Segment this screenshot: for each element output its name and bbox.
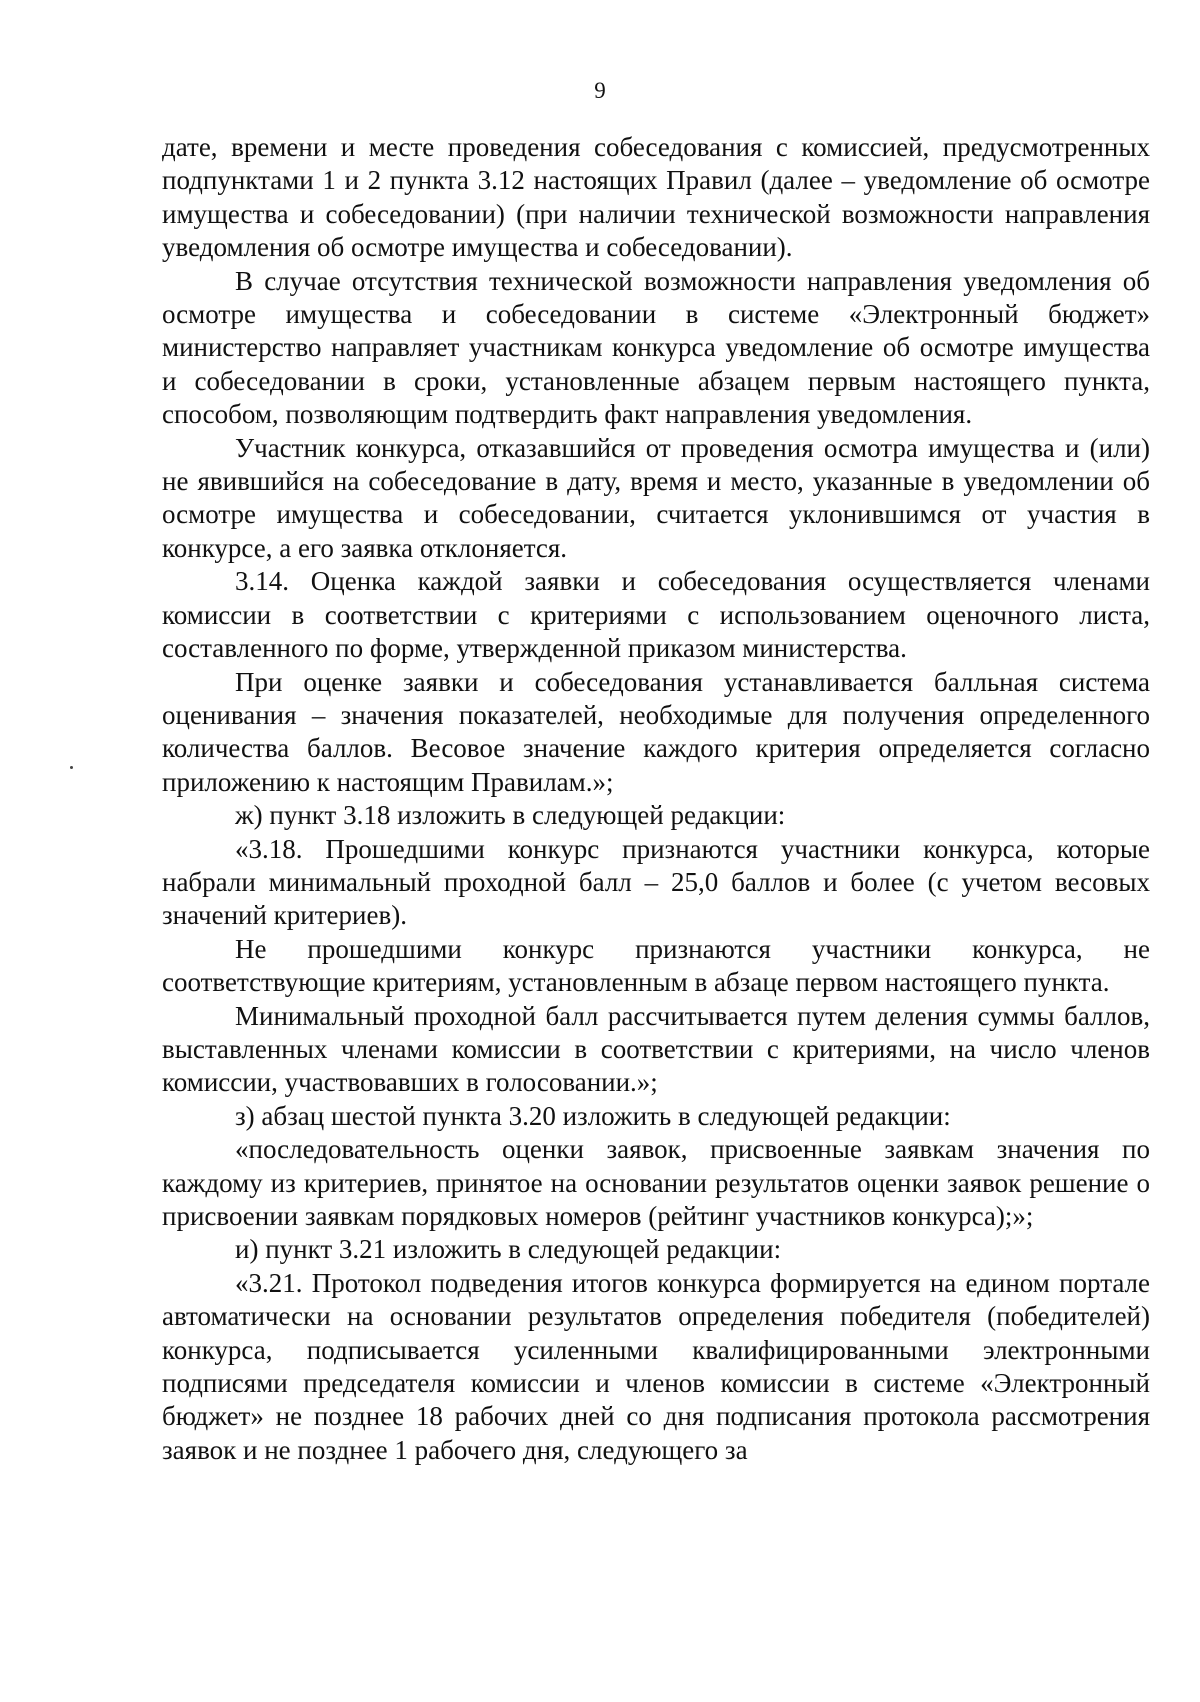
scan-artifact-dot (70, 766, 73, 769)
paragraph-min-score-calc: Минимальный проходной балл рассчитывается путем деления суммы баллов, выставленных членами комиссии в соответствии с критериями, на число членов комиссии, участвовавших в голосовании.»; (162, 1000, 1150, 1098)
paragraph-item-i: и) пункт 3.21 изложить в следующей редакции: (235, 1234, 782, 1265)
paragraph-item-z: з) абзац шестой пункта 3.20 изложить в следующей редакции: (235, 1100, 951, 1131)
paragraph-not-passed: Не прошедшими конкурс признаются участники конкурса, не соответствующие критериям, установленным в абзаце первом настоящего пункта. (162, 933, 1150, 998)
paragraph-sequence-text: «последовательность оценки заявок, присвоенные заявкам значения по каждому из критериев, принятое на основании результатов оценки заявок решение о присвоении заявкам порядковых номеров (рейтинг участников конкурса);»; (162, 1134, 1150, 1231)
page-number: 9 (594, 78, 606, 103)
paragraph-participant-refusal: Участник конкурса, отказавшийся от проведения осмотра имущества и (или) не явившийся на собеседование в дату, время и место, указанные в уведомлении об осмотре имущества и собеседовании, считается уклонившимся от участия в конкурсе, а его заявка отклоняется. (162, 432, 1150, 563)
paragraph-no-technical-possibility: В случае отсутствия технической возможности направления уведомления об осмотре имущества и собеседовании в системе «Электронный бюджет» министерство направляет участникам конкурса уведомление об осмотре имущества и собеседовании в сроки, установленные абзацем первым настоящего пункта, способом, позволяющим подтвердить факт направления уведомления. (162, 265, 1150, 430)
paragraph-continuation: дате, времени и месте проведения собеседования с комиссией, предусмотренных подпунктами 1 и 2 пункта 3.12 настоящих Правил (далее – уведомление об осмотре имущества и собеседовании) (при наличии технической возможности направления уведомления об осмотре имущества и собеседовании). (162, 132, 1150, 263)
paragraph-clause-3-21: «3.21. Протокол подведения итогов конкурса формируется на едином портале автоматически на основании результатов определения победителя (победителей) конкурса, подписывается усиленными квалифицированными электронными подписями председателя комиссии и членов комиссии в системе «Электронный бюджет» не позднее 18 рабочих дней со дня подписания протокола рассмотрения заявок и не позднее 1 рабочего дня, следующего за (162, 1267, 1150, 1465)
paragraph-clause-3-18: «3.18. Прошедшими конкурс признаются участники конкурса, которые набрали минимальный проходной балл – 25,0 баллов и более (с учетом весовых значений критериев). (162, 833, 1150, 931)
paragraph-scoring-system: При оценке заявки и собеседования устанавливается балльная система оценивания – значения показателей, необходимые для получения определенного количества баллов. Весовое значение каждого критерия определяется согласно приложению к настоящим Правилам.»; (162, 666, 1150, 797)
paragraph-clause-3-14: 3.14. Оценка каждой заявки и собеседования осуществляется членами комиссии в соответствии с критериями с использованием оценочного листа, составленного по форме, утвержденной приказом министерства. (162, 566, 1150, 664)
paragraph-item-zh: ж) пункт 3.18 изложить в следующей редакции: (235, 800, 786, 831)
document-body (162, 131, 1150, 1467)
